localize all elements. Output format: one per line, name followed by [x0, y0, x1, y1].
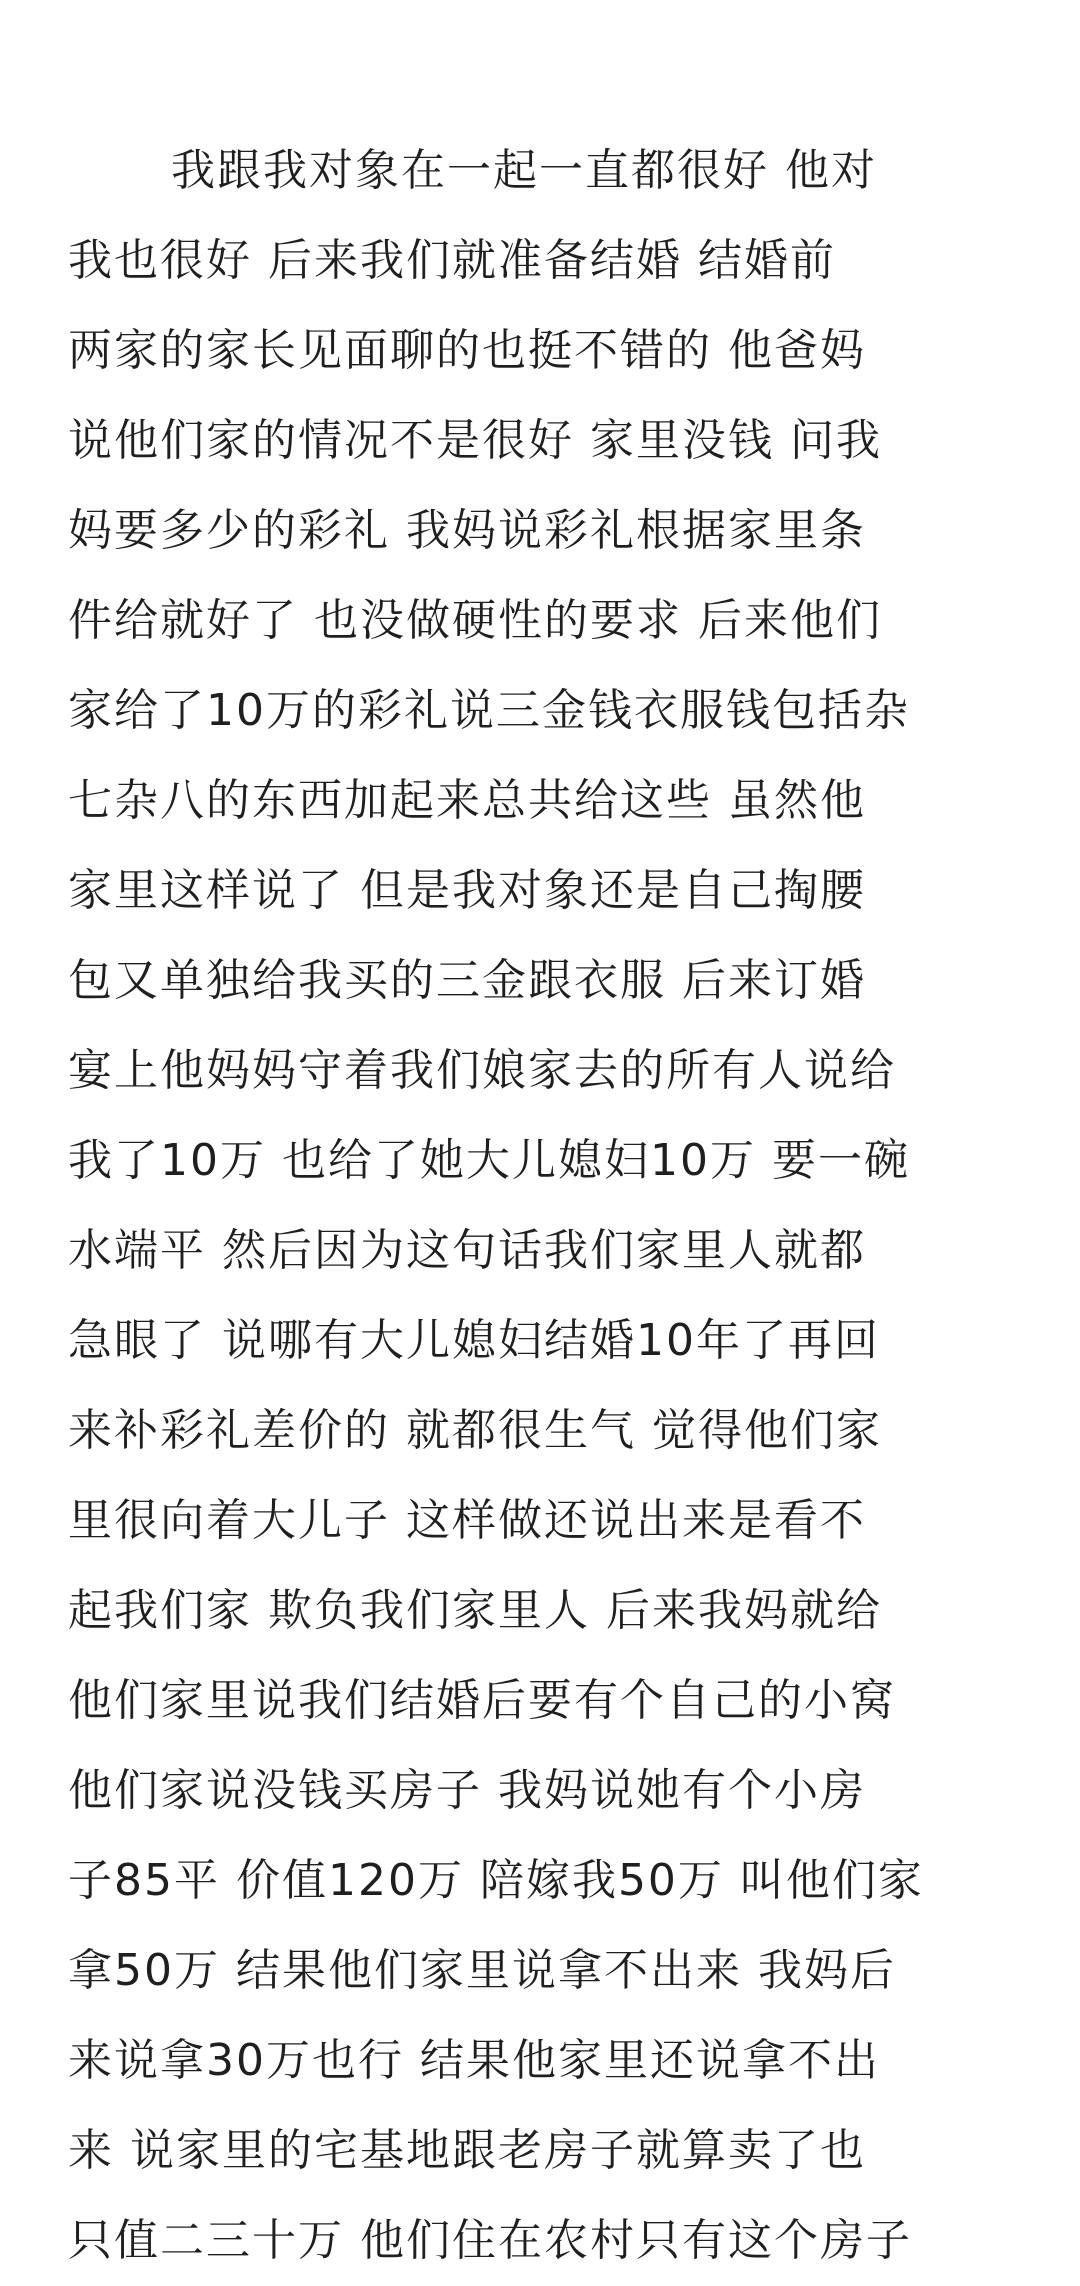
- text-line: 急眼了 说哪有大儿媳妇结婚10年了再回: [68, 1315, 880, 1366]
- text-line: 拿50万 结果他们家里说拿不出来 我妈后: [68, 1945, 896, 1996]
- text-line: 包又单独给我买的三金跟衣服 后来订婚: [68, 955, 866, 1006]
- text-line: 家里这样说了 但是我对象还是自己掏腰: [68, 865, 866, 916]
- text-line: 宴上他妈妈守着我们娘家去的所有人说给: [68, 1045, 896, 1096]
- text-line: 家给了10万的彩礼说三金钱衣服钱包括杂: [68, 685, 910, 736]
- text-line: 他们家里说我们结婚后要有个自己的小窝: [68, 1675, 896, 1726]
- text-line: 我也很好 后来我们就准备结婚 结婚前: [68, 235, 836, 286]
- text-line: 来说拿30万也行 结果他家里还说拿不出: [68, 2035, 880, 2086]
- text-line: 妈要多少的彩礼 我妈说彩礼根据家里条: [68, 505, 866, 556]
- handwritten-text-block: [68, 126, 1018, 2266]
- text-line: 说他们家的情况不是很好 家里没钱 问我: [68, 415, 882, 466]
- text-line: 子85平 价值120万 陪嫁我50万 叫他们家: [68, 1855, 924, 1906]
- text-line: 我跟我对象在一起一直都很好 他对: [171, 145, 877, 196]
- text-line: 起我们家 欺负我们家里人 后来我妈就给: [68, 1585, 882, 1636]
- text-line: 两家的家长见面聊的也挺不错的 他爸妈: [68, 325, 866, 376]
- text-line: 来 说家里的宅基地跟老房子就算卖了也: [68, 2125, 866, 2176]
- text-line: 件给就好了 也没做硬性的要求 后来他们: [68, 595, 882, 646]
- text-line: 里很向着大儿子 这样做还说出来是看不: [68, 1495, 866, 1546]
- text-line: 来补彩礼差价的 就都很生气 觉得他们家: [68, 1405, 882, 1456]
- text-line: 我了10万 也给了她大儿媳妇10万 要一碗: [68, 1135, 910, 1186]
- text-line-partial: 只值二三十万 他们住在农村只有这个房子: [68, 2215, 912, 2266]
- text-line: 水端平 然后因为这句话我们家里人就都: [68, 1225, 866, 1276]
- text-line: 他们家说没钱买房子 我妈说她有个小房: [68, 1765, 866, 1816]
- text-line: 七杂八的东西加起来总共给这些 虽然他: [68, 775, 866, 826]
